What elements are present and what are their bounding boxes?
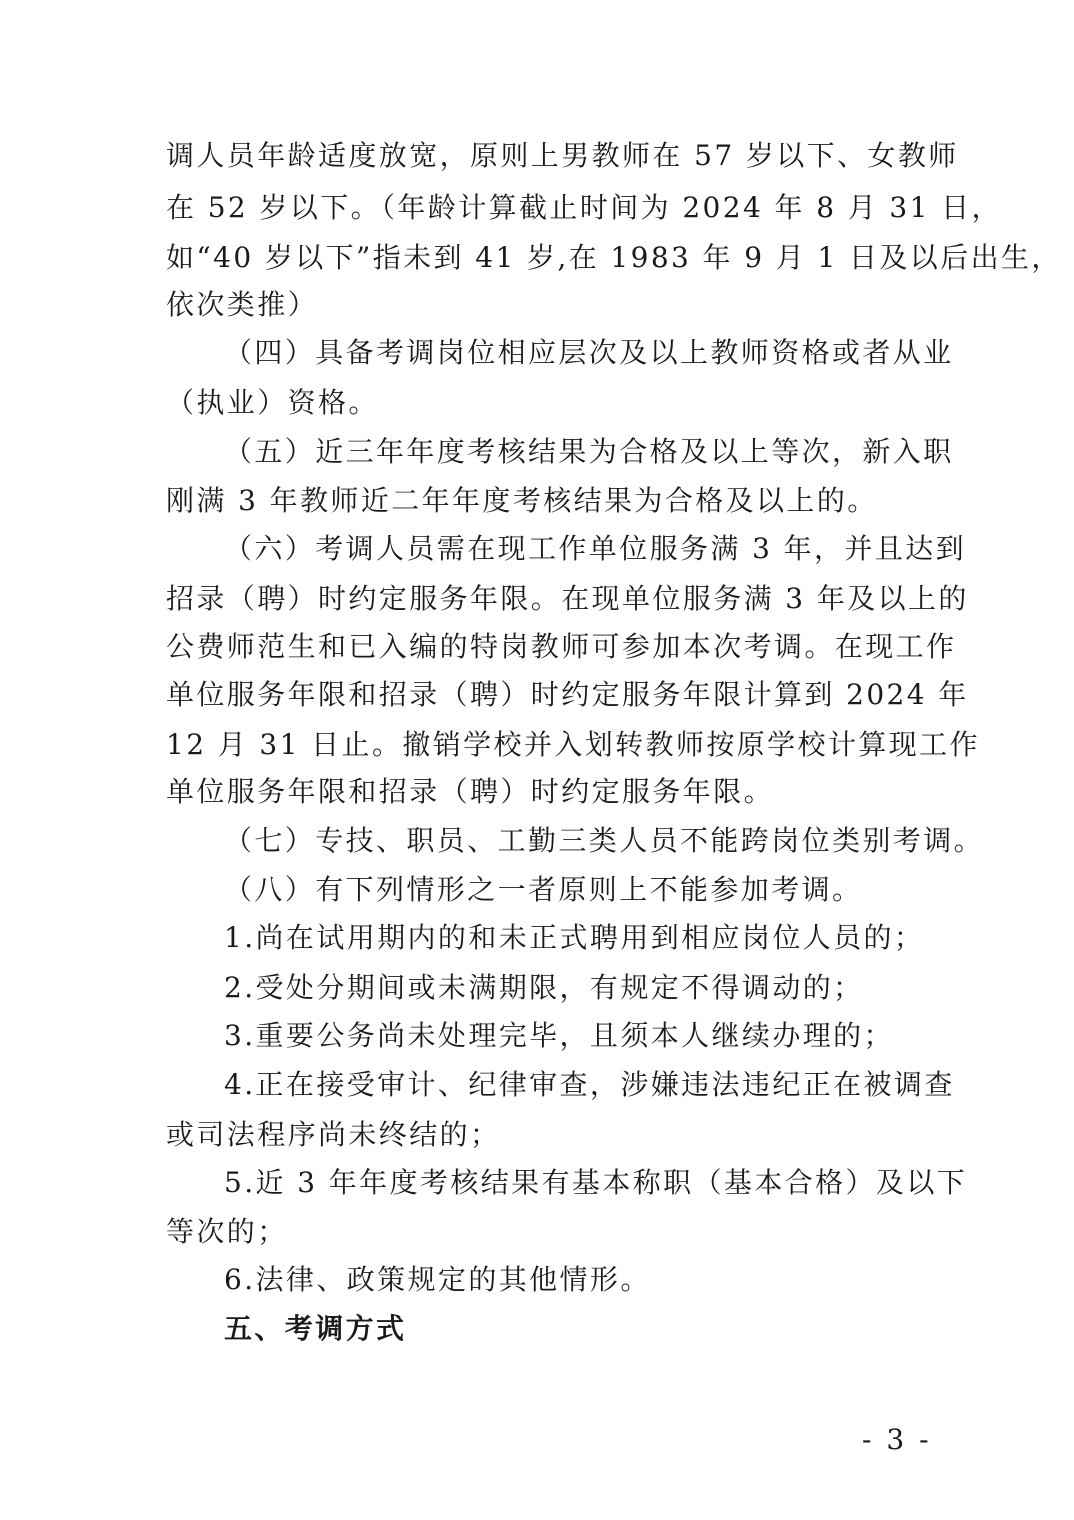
text-line: （五）近三年年度考核结果为合格及以上等次，新入职 (224, 435, 954, 468)
list-item: 2.受处分期间或未满期限，有规定不得调动的； (224, 971, 864, 1004)
text-line: 或司法程序尚未终结的； (166, 1118, 501, 1151)
text-line: （八）有下列情形之一者原则上不能参加考调。 (224, 873, 863, 906)
text-line: 单位服务年限和招录（聘）时约定服务年限计算到 2024 年 (166, 678, 969, 711)
section-heading: 五、考调方式 (224, 1312, 407, 1345)
text-line: 等次的； (166, 1215, 288, 1248)
text-line: 12 月 31 日止。撤销学校并入划转教师按原学校计算现工作 (166, 728, 980, 761)
page-number: - 3 - (862, 1423, 932, 1456)
text-line: 公费师范生和已入编的特岗教师可参加本次考调。在现工作 (166, 630, 957, 663)
text-line: （六）考调人员需在现工作单位服务满 3 年，并且达到 (224, 532, 967, 565)
text-line: 招录（聘）时约定服务年限。在现单位服务满 3 年及以上的 (166, 582, 969, 615)
list-item: 1.尚在试用期内的和未正式聘用到相应岗位人员的； (224, 921, 925, 954)
text-line: 依次类推） (166, 288, 319, 321)
text-line: （七）专技、职员、工勤三类人员不能跨岗位类别考调。 (224, 824, 985, 857)
text-line: 在 52 岁以下。（年龄计算截止时间为 2024 年 8 月 31 日， (166, 191, 1002, 224)
text-line: （四）具备考调岗位相应层次及以上教师资格或者从业 (224, 336, 954, 369)
list-item: 3.重要公务尚未处理完毕，且须本人继续办理的； (224, 1019, 894, 1052)
text-line: 单位服务年限和招录（聘）时约定服务年限。 (166, 775, 775, 808)
list-item: 6.法律、政策规定的其他情形。 (224, 1263, 651, 1296)
list-item: 4.正在接受审计、纪律审查，涉嫌违法违纪正在被调查 (224, 1068, 955, 1101)
text-line: 刚满 3 年教师近二年年度考核结果为合格及以上的。 (166, 484, 878, 517)
list-item: 5.近 3 年年度考核结果有基本称职（基本合格）及以下 (224, 1166, 968, 1199)
text-line: （执业）资格。 (166, 386, 379, 419)
text-line: 如“40 岁以下”指未到 41 岁,在 1983 年 9 月 1 日及以后出生， (166, 241, 1062, 274)
text-line: 调人员年龄适度放宽，原则上男教师在 57 岁以下、女教师 (166, 139, 959, 172)
